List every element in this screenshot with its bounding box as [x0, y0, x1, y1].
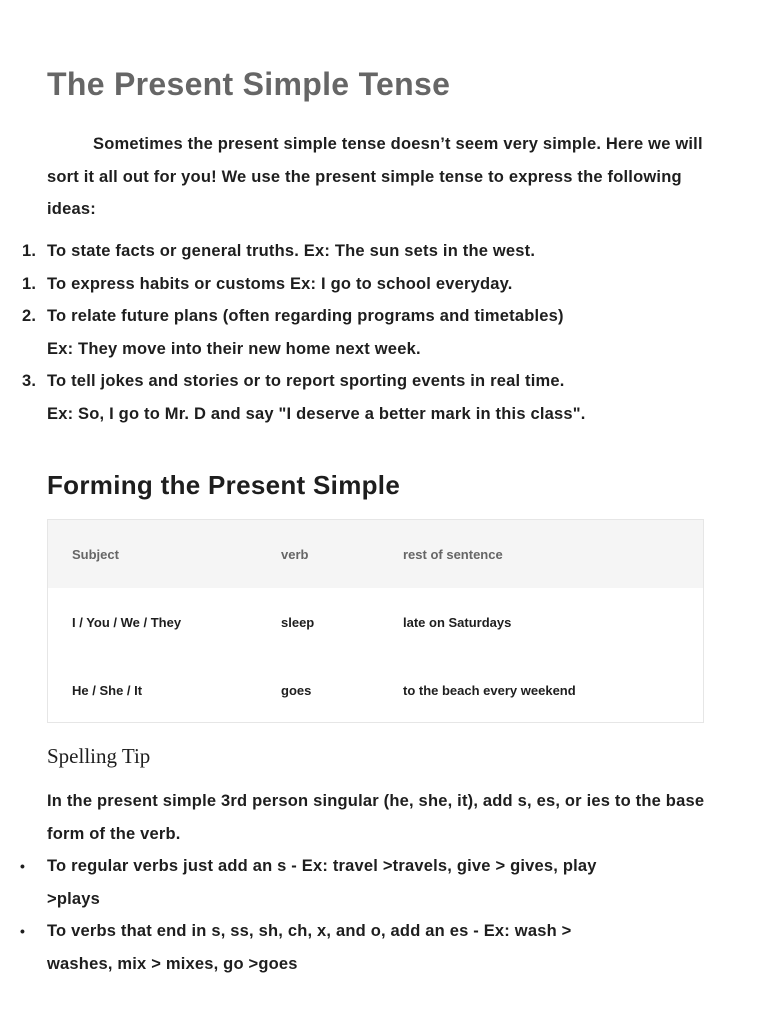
- spelling-tips-list: [0, 850, 740, 980]
- list-item-text: To regular verbs just add an s - Ex: travel >travels, give > gives, play: [47, 857, 597, 875]
- list-item-text: To relate future plans (often regarding programs and timetables): [47, 307, 564, 326]
- list-item: [0, 300, 740, 365]
- list-item-example: Ex: So, I go to Mr. D and say "I deserve a better mark in this class".: [47, 404, 586, 423]
- table-cell-subject: He / She / It: [72, 682, 143, 698]
- list-item-text: To state facts or general truths. Ex: The sun sets in the west.: [47, 242, 536, 260]
- ideas-list: [0, 235, 740, 431]
- list-item: [0, 915, 740, 980]
- list-number: 1.: [22, 242, 37, 260]
- table-cell-subject: I / You / We / They: [72, 614, 182, 630]
- list-item-text: To express habits or customs Ex: I go to school everyday.: [47, 274, 513, 293]
- table-cell-verb: goes: [281, 682, 312, 698]
- column-header-rest: rest of sentence: [403, 546, 503, 562]
- table-cell-verb: sleep: [281, 614, 315, 630]
- list-item: [0, 235, 740, 268]
- list-item: [0, 850, 740, 915]
- page-title: The Present Simple Tense: [47, 66, 451, 102]
- bullet-icon: •: [20, 923, 26, 940]
- list-item-text: To tell jokes and stories or to report sporting events in real time.: [47, 372, 565, 391]
- section-heading-spelling: Spelling Tip: [47, 744, 151, 768]
- column-header-subject: Subject: [72, 546, 119, 562]
- list-number: 1.: [22, 274, 37, 293]
- spelling-intro: In the present simple 3rd person singular (he, she, it), add s, es, or ies to the base form of the verb.: [47, 792, 705, 843]
- list-item-example: Ex: They move into their new home next week.: [47, 339, 421, 358]
- list-number: 3.: [22, 372, 37, 391]
- list-number: 2.: [22, 307, 37, 326]
- table-header-row: [48, 520, 703, 588]
- list-item: [0, 268, 740, 301]
- list-item: [0, 365, 740, 430]
- list-item-text-continued: washes, mix > mixes, go >goes: [47, 954, 298, 973]
- table-row: [48, 588, 703, 656]
- column-header-verb: verb: [281, 546, 309, 562]
- table-cell-rest: to the beach every weekend: [403, 682, 576, 698]
- table-cell-rest: late on Saturdays: [403, 614, 512, 630]
- list-item-text: To verbs that end in s, ss, sh, ch, x, and o, add an es - Ex: wash >: [47, 922, 572, 941]
- table-row: [48, 656, 703, 724]
- intro-paragraph: Sometimes the present simple tense doesn’t seem very simple. Here we will sort it all out for you! We use the present simple tense to express the following ideas:: [47, 135, 703, 219]
- list-item-text-continued: >plays: [47, 889, 101, 908]
- conjugation-table: [47, 519, 704, 723]
- section-heading-forming: Forming the Present Simple: [47, 470, 401, 500]
- bullet-icon: •: [20, 858, 26, 874]
